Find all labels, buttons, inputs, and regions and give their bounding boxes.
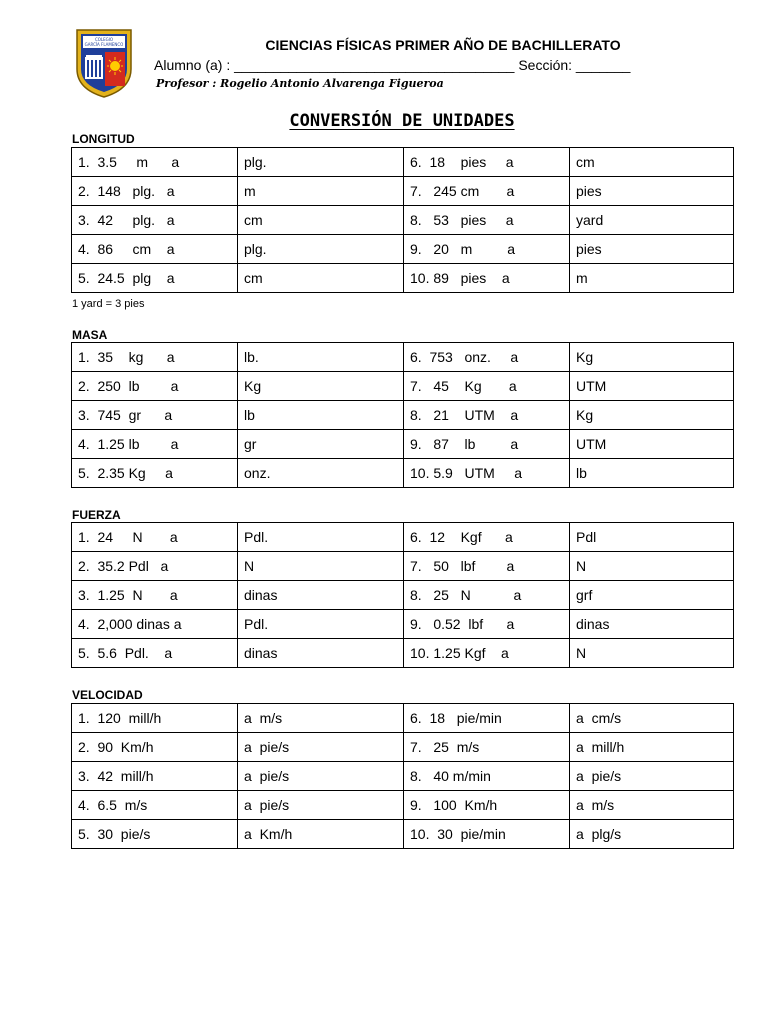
table-cell: 10. 5.9 UTM a — [404, 459, 570, 488]
table-row — [72, 372, 734, 401]
table-cell: N — [570, 552, 734, 581]
table-cell: onz. — [238, 459, 404, 488]
table-cell: 4. 86 cm a — [72, 235, 238, 264]
table-cell: 3. 1.25 N a — [72, 581, 238, 610]
course-title: CIENCIAS FÍSICAS PRIMER AÑO DE BACHILLERATO — [265, 37, 621, 53]
table-cell: 1. 120 mill/h — [72, 704, 238, 733]
table-cell: 7. 25 m/s — [404, 733, 570, 762]
table-cell: 4. 1.25 lb a — [72, 430, 238, 459]
table-cell: Pdl. — [238, 610, 404, 639]
fuerza-table — [71, 522, 734, 668]
table-cell: Pdl. — [238, 523, 404, 552]
table-cell: 7. 245 cm a — [404, 177, 570, 206]
table-cell: cm — [238, 264, 404, 293]
table-cell: yard — [570, 206, 734, 235]
table-cell: plg. — [238, 148, 404, 177]
table-cell: a m/s — [570, 791, 734, 820]
table-cell: N — [238, 552, 404, 581]
table-row — [72, 523, 734, 552]
student-section-line: Alumno (a) : ____________________________________ Sección: _______ — [154, 57, 631, 73]
table-cell: UTM — [570, 372, 734, 401]
table-cell: a mill/h — [570, 733, 734, 762]
table-cell: 3. 42 plg. a — [72, 206, 238, 235]
table-cell: 2. 35.2 Pdl a — [72, 552, 238, 581]
table-cell: N — [570, 639, 734, 668]
table-cell: 6. 18 pie/min — [404, 704, 570, 733]
masa-table — [71, 342, 734, 488]
table-cell: dinas — [570, 610, 734, 639]
table-cell: 6. 12 Kgf a — [404, 523, 570, 552]
table-row — [72, 235, 734, 264]
table-cell: 10. 30 pie/min — [404, 820, 570, 849]
table-cell: 5. 30 pie/s — [72, 820, 238, 849]
section-label-velocidad: VELOCIDAD — [72, 688, 143, 702]
table-cell: a m/s — [238, 704, 404, 733]
table-row — [72, 552, 734, 581]
table-row — [72, 704, 734, 733]
table-cell: a pie/s — [238, 733, 404, 762]
table-row — [72, 733, 734, 762]
table-cell: Kg — [570, 343, 734, 372]
table-cell: 8. 21 UTM a — [404, 401, 570, 430]
table-cell: dinas — [238, 581, 404, 610]
table-cell: 2. 90 Km/h — [72, 733, 238, 762]
table-cell: 9. 0.52 lbf a — [404, 610, 570, 639]
table-row — [72, 264, 734, 293]
document-title: CONVERSIÓN DE UNIDADES — [289, 111, 515, 131]
table-cell: 5. 5.6 Pdl. a — [72, 639, 238, 668]
table-cell: a Km/h — [238, 820, 404, 849]
table-cell: a pie/s — [570, 762, 734, 791]
svg-text:GARCÍA FLAMENCO: GARCÍA FLAMENCO — [84, 42, 124, 47]
table-cell: grf — [570, 581, 734, 610]
table-row — [72, 459, 734, 488]
table-cell: Kg — [570, 401, 734, 430]
table-row — [72, 148, 734, 177]
table-row — [72, 177, 734, 206]
table-row — [72, 610, 734, 639]
table-cell: 2. 148 plg. a — [72, 177, 238, 206]
table-cell: 9. 87 lb a — [404, 430, 570, 459]
table-cell: 7. 50 lbf a — [404, 552, 570, 581]
table-cell: 8. 53 pies a — [404, 206, 570, 235]
table-row — [72, 581, 734, 610]
table-cell: plg. — [238, 235, 404, 264]
table-cell: a cm/s — [570, 704, 734, 733]
table-row — [72, 343, 734, 372]
table-cell: 8. 25 N a — [404, 581, 570, 610]
table-cell: gr — [238, 430, 404, 459]
table-cell: lb — [570, 459, 734, 488]
table-row — [72, 430, 734, 459]
table-row — [72, 401, 734, 430]
table-cell: 9. 20 m a — [404, 235, 570, 264]
table-cell: 4. 6.5 m/s — [72, 791, 238, 820]
table-cell: 5. 24.5 plg a — [72, 264, 238, 293]
yard-note: 1 yard = 3 pies — [72, 298, 145, 310]
table-cell: a plg/s — [570, 820, 734, 849]
section-label-fuerza: FUERZA — [72, 508, 121, 522]
table-cell: lb. — [238, 343, 404, 372]
table-cell: 5. 2.35 Kg a — [72, 459, 238, 488]
table-cell: 10. 89 pies a — [404, 264, 570, 293]
svg-text:COLEGIO: COLEGIO — [94, 37, 114, 42]
velocidad-table — [71, 703, 734, 849]
table-cell: UTM — [570, 430, 734, 459]
table-row — [72, 791, 734, 820]
table-cell: 8. 40 m/min — [404, 762, 570, 791]
table-cell: Kg — [238, 372, 404, 401]
table-cell: 6. 18 pies a — [404, 148, 570, 177]
table-cell: 7. 45 Kg a — [404, 372, 570, 401]
table-row — [72, 206, 734, 235]
table-cell: pies — [570, 235, 734, 264]
table-cell: cm — [238, 206, 404, 235]
table-cell: a pie/s — [238, 791, 404, 820]
table-cell: m — [570, 264, 734, 293]
table-cell: 9. 100 Km/h — [404, 791, 570, 820]
table-cell: 10. 1.25 Kgf a — [404, 639, 570, 668]
table-cell: 4. 2,000 dinas a — [72, 610, 238, 639]
table-cell: pies — [570, 177, 734, 206]
table-cell: dinas — [238, 639, 404, 668]
table-row — [72, 639, 734, 668]
professor-line: Profesor : Rogelio Antonio Alvarenga Figueroa — [156, 77, 444, 90]
table-cell: 1. 35 kg a — [72, 343, 238, 372]
table-cell: 1. 24 N a — [72, 523, 238, 552]
longitud-table — [71, 147, 734, 293]
table-cell: Pdl — [570, 523, 734, 552]
table-row — [72, 762, 734, 791]
table-cell: 6. 753 onz. a — [404, 343, 570, 372]
table-cell: 1. 3.5 m a — [72, 148, 238, 177]
table-cell: m — [238, 177, 404, 206]
table-cell: 2. 250 lb a — [72, 372, 238, 401]
table-cell: 3. 745 gr a — [72, 401, 238, 430]
table-cell: lb — [238, 401, 404, 430]
table-row — [72, 820, 734, 849]
table-cell: cm — [570, 148, 734, 177]
section-label-masa: MASA — [72, 328, 108, 342]
table-cell: 3. 42 mill/h — [72, 762, 238, 791]
table-cell: a pie/s — [238, 762, 404, 791]
section-label-longitud: LONGITUD — [72, 132, 135, 146]
